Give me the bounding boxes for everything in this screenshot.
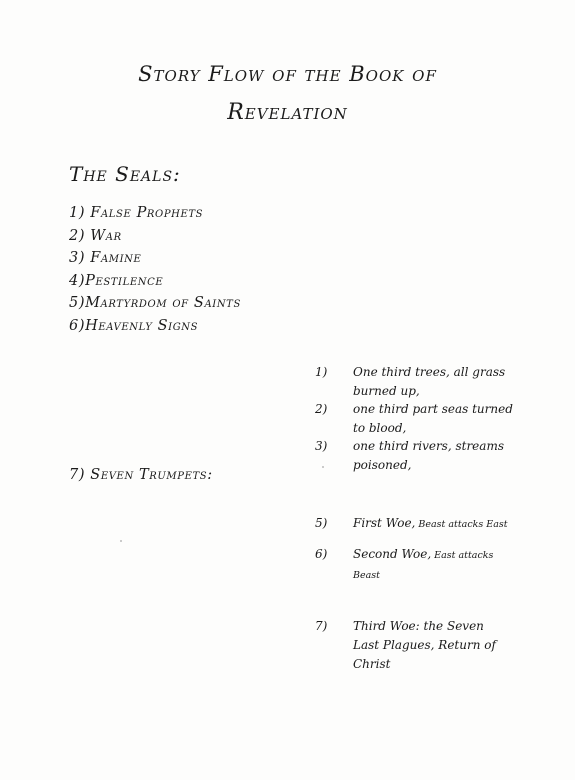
trumpet-text: [353, 514, 513, 534]
scan-speck: [322, 466, 324, 468]
trumpet-number: 6): [315, 547, 328, 561]
trumpets-heading: 7) Seven Trumpets:: [69, 467, 213, 483]
trumpet-number: 7): [315, 619, 328, 633]
trumpet-text: one third rivers, streams poisoned,: [353, 439, 504, 472]
title-line-2: Revelation: [227, 100, 348, 125]
seal-item: 1) False Prophets: [69, 205, 204, 221]
woe-title: First Woe,: [353, 516, 416, 530]
seal-item: 6)Heavenly Signs: [69, 317, 199, 334]
title-line-1: Story Flow of the Book of: [138, 62, 437, 86]
seals-list: [69, 202, 241, 337]
seal-item: 5)Martyrdom of Saints: [69, 295, 241, 311]
trumpet-number: 2): [315, 402, 328, 416]
scan-speck: [120, 540, 122, 542]
trumpet-number: 3): [315, 439, 328, 453]
woe-title: Second Woe,: [353, 547, 432, 561]
woe-detail: Beast attacks East: [415, 519, 508, 530]
woe-detail: East attacks Beast: [353, 550, 494, 581]
seal-item: 4)Pestilence: [69, 272, 164, 289]
trumpet-number: 5): [315, 516, 328, 530]
trumpet-text: [353, 545, 513, 585]
trumpet-text: Third Woe: the Seven Last Plagues, Return of Christ: [353, 619, 496, 671]
trumpet-number: 1): [315, 365, 328, 379]
seals-heading: The Seals:: [69, 162, 181, 186]
trumpet-text: One third trees, all grass burned up,: [353, 365, 506, 398]
seal-item: 2) War: [69, 227, 122, 244]
trumpet-text: one third part seas turned to blood,: [353, 402, 513, 435]
seal-item: 3) Famine: [69, 250, 142, 266]
